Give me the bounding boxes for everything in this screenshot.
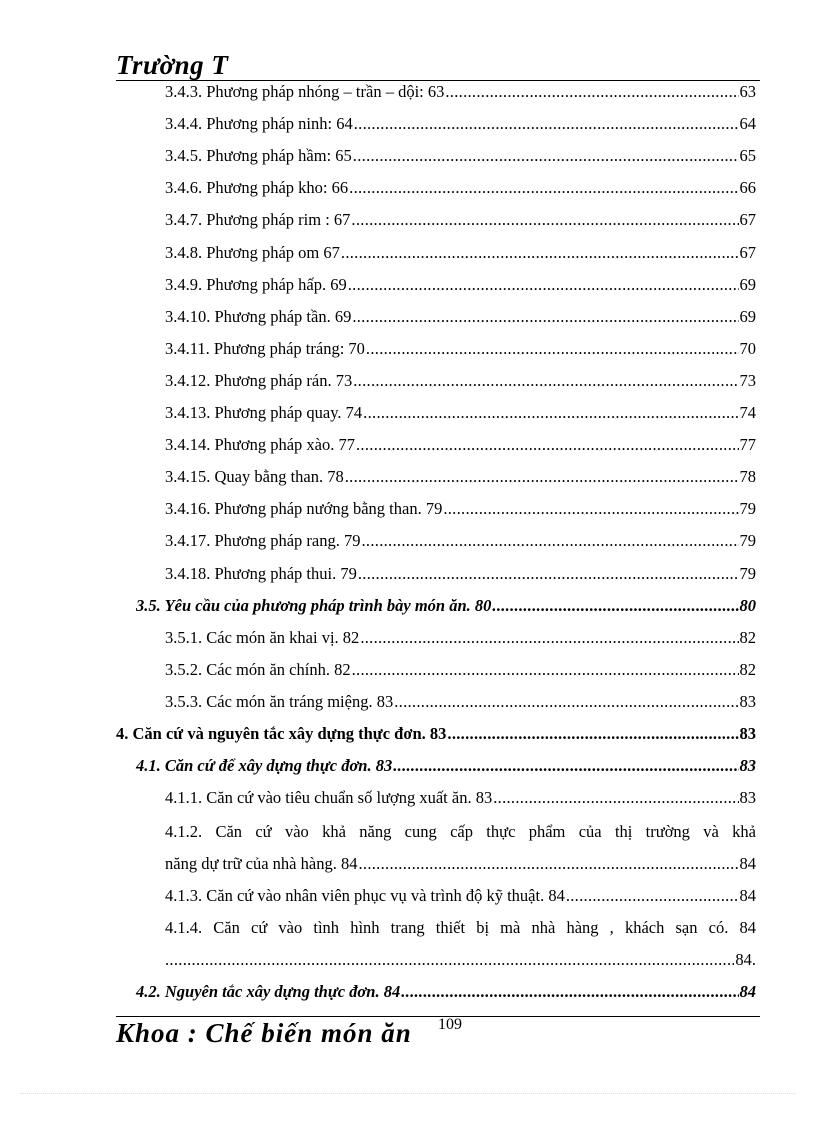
toc-entry-label: 3.4.14. Phương pháp xào. 77 — [165, 435, 355, 455]
toc-entry — [165, 371, 756, 395]
toc-entry-label: 3.4.11. Phương pháp tráng: 70 — [165, 338, 365, 358]
page-bottom-edge — [20, 1093, 796, 1094]
toc-entry — [165, 660, 756, 684]
toc-entry-page: 79 — [739, 531, 756, 551]
toc-entry-page: 83 — [739, 756, 756, 776]
toc-entry-page: 67 — [739, 242, 756, 262]
toc-entry-page: 67 — [739, 210, 756, 230]
toc-entry-page: 64 — [739, 114, 756, 134]
toc-leader-dots — [352, 307, 738, 327]
toc-entry-page: 70 — [739, 338, 756, 358]
toc-entry-page: 84 — [739, 886, 756, 905]
toc-leader-dots — [492, 596, 738, 616]
toc-entry — [165, 403, 756, 427]
toc-entry-label: 3.5. Yêu cầu của phương pháp trình bày món ăn. 80 — [136, 595, 492, 615]
toc-leader-dots — [445, 82, 738, 102]
toc-entry-page: 83 — [739, 788, 756, 808]
toc-entry-label: 4.1. Căn cứ để xây dựng thực đơn. 83 — [136, 756, 393, 776]
toc-entry-page: 77 — [739, 435, 756, 455]
toc-entry — [165, 275, 756, 299]
toc-entry — [165, 499, 756, 523]
toc-leader-dots — [348, 275, 739, 295]
toc-entry-label: 3.4.8. Phương pháp om 67 — [165, 242, 340, 262]
toc-entry-label: 3.4.15. Quay bằng than. 78 — [165, 467, 344, 487]
toc-entry-label: 3.5.2. Các món ăn chính. 82 — [165, 659, 351, 679]
toc-leader-dots — [358, 564, 739, 584]
toc-entry-label: 3.4.12. Phương pháp rán. 73 — [165, 370, 353, 390]
toc-entry — [165, 692, 756, 716]
toc-leader-dots — [360, 628, 738, 648]
toc-entry-4-2 — [136, 982, 756, 1006]
toc-leader-dots — [443, 499, 738, 519]
toc-entry-page: 73 — [739, 370, 756, 390]
toc-entry-label: 3.4.5. Phương pháp hầm: 65 — [165, 146, 352, 166]
toc-entry-label: 3.4.18. Phương pháp thui. 79 — [165, 563, 357, 583]
toc-entry — [165, 339, 756, 363]
toc-entry-page: 80 — [739, 595, 756, 615]
toc-entry — [165, 146, 756, 170]
toc-entry-4-1-4-line1: 4.1.4. Căn cứ vào tình hình trang thiết bị mà nhà hàng , khách sạn có. 84 — [165, 918, 756, 937]
toc-leader-dots — [362, 531, 739, 551]
toc-entry-page: 63 — [739, 82, 756, 101]
toc-entry — [165, 628, 756, 652]
toc-leader-dots — [353, 371, 738, 391]
toc-entry-label: 3.4.9. Phương pháp hấp. 69 — [165, 274, 347, 294]
toc-leader-dots — [349, 178, 738, 198]
toc-entry-4-1-3 — [165, 886, 756, 910]
toc-leader-dots — [447, 724, 738, 744]
toc-entry — [165, 243, 756, 267]
toc-entry-page: 74 — [739, 403, 756, 422]
toc-entry — [165, 435, 756, 459]
toc-entry-page: 66 — [739, 178, 756, 198]
toc-entry-page: 83 — [739, 691, 756, 711]
toc-leader-dots — [363, 403, 738, 423]
toc-entry-label: 4.1.1. Căn cứ vào tiêu chuẩn số lượng xuất ăn. 83 — [165, 788, 493, 808]
toc-entry-label: 3.4.13. Phương pháp quay. 74 — [165, 403, 363, 422]
toc-entry-page: 79 — [739, 563, 756, 583]
toc-entry-label: năng dự trữ của nhà hàng. 84 — [165, 854, 358, 873]
toc-leader-dots — [493, 788, 738, 808]
toc-entry-label: 3.5.3. Các món ăn tráng miệng. 83 — [165, 691, 394, 711]
toc-leader-dots — [358, 854, 738, 874]
toc-entry-label: 3.4.17. Phương pháp rang. 79 — [165, 531, 361, 551]
toc-leader-dots — [165, 950, 734, 970]
toc-leader-dots — [366, 339, 739, 359]
toc-entry-4-1-2-line2 — [165, 854, 756, 878]
toc-entry-label: 3.4.4. Phương pháp ninh: 64 — [165, 114, 353, 134]
toc-leader-dots — [393, 756, 738, 776]
toc-entry-label: 3.4.16. Phương pháp nướng bằng than. 79 — [165, 499, 443, 519]
toc-leader-dots — [566, 886, 739, 906]
toc-entry-page: 82 — [739, 627, 756, 647]
toc-entry-page: 69 — [739, 306, 756, 326]
toc-entry — [165, 564, 756, 588]
toc-leader-dots — [351, 210, 738, 230]
toc-entry-label: 4.1.3. Căn cứ vào nhân viên phục vụ và trình độ kỹ thuật. 84 — [165, 886, 565, 905]
toc-entry — [165, 467, 756, 491]
page-header-title: Trường T — [116, 50, 229, 80]
toc-entry-label: 4. Căn cứ và nguyên tắc xây dựng thực đơn. 83 — [116, 724, 447, 743]
toc-entry — [165, 788, 756, 812]
page-number: 109 — [438, 1016, 462, 1033]
toc-entry-page: 79 — [739, 499, 756, 519]
toc-entry — [116, 724, 756, 748]
toc-entry-label: 3.4.10. Phương pháp tần. 69 — [165, 306, 352, 326]
toc-entry — [165, 82, 756, 106]
header-rule — [116, 80, 760, 81]
toc-leader-dots — [401, 982, 738, 1002]
toc-entry-label: 3.4.6. Phương pháp kho: 66 — [165, 178, 349, 198]
toc-entry — [165, 307, 756, 331]
toc-leader-dots — [353, 146, 739, 166]
toc-entry-label: 3.4.7. Phương pháp rim : 67 — [165, 210, 351, 230]
toc-entry-page: 82 — [739, 659, 756, 679]
toc-entry-page: 84. — [735, 950, 756, 969]
toc-leader-dots — [345, 467, 739, 487]
toc-entry-page: 84 — [739, 854, 756, 873]
toc-leader-dots — [352, 660, 739, 680]
toc-leader-dots — [356, 435, 739, 455]
toc-entry — [165, 531, 756, 555]
toc-entry-page: 65 — [739, 146, 756, 166]
toc-entry — [136, 596, 756, 620]
toc-entry-label: 4.2. Nguyên tắc xây dựng thực đơn. 84 — [136, 982, 401, 1001]
footer-title: Khoa : Chế biến món ăn — [116, 1018, 412, 1048]
toc-entry — [136, 756, 756, 780]
toc-leader-dots — [341, 243, 739, 263]
toc-entry-page: 69 — [739, 274, 756, 294]
toc-entry — [165, 178, 756, 202]
toc-entry — [165, 210, 756, 234]
toc-entry-page: 78 — [739, 467, 756, 487]
toc-entry — [165, 114, 756, 138]
toc-entry-page: 84 — [739, 982, 756, 1001]
toc-entry-4-1-4-line2 — [165, 950, 756, 974]
toc-entry-4-1-2-line1: 4.1.2. Căn cứ vào khả năng cung cấp thực phẩm của thị trường và khả — [165, 822, 756, 841]
toc-entry-label: 3.4.3. Phương pháp nhóng – trần – dội: 63 — [165, 82, 445, 101]
toc-leader-dots — [354, 114, 739, 134]
toc-entry-page: 83 — [739, 724, 756, 743]
toc-leader-dots — [394, 692, 738, 712]
toc-entry-label: 3.5.1. Các món ăn khai vị. 82 — [165, 627, 360, 647]
